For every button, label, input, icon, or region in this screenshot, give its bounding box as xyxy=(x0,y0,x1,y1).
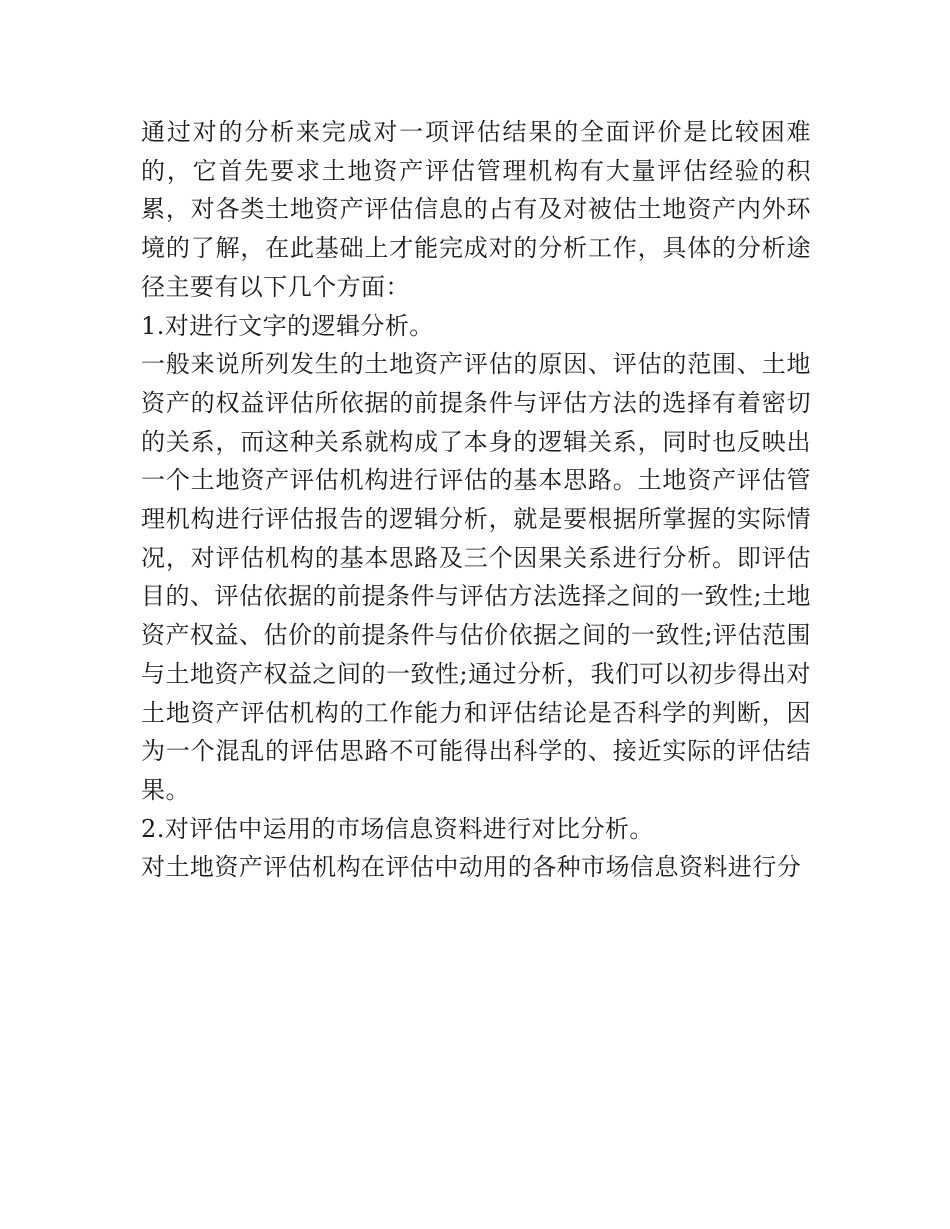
section-1-paragraph: 一般来说所列发生的土地资产评估的原因、评估的范围、土地资产的权益评估所依据的前提条件与评估方法的选择有着密切的关系，而这种关系就构成了本身的逻辑关系，同时也反映出一个土地资产评估机构进行评估的基本思路。土地资产评估管理机构进行评估报告的逻辑分析，就是要根据所掌握的实际情况，对评估机构的基本思路及三个因果关系进行分析。即评估目的、评估依据的前提条件与评估方法选择之间的一致性;土地资产权益、估价的前提条件与估价依据之间的一致性;评估范围与土地资产权益之间的一致性;通过分析，我们可以初步得出对土地资产评估机构的工作能力和评估结论是否科学的判断，因为一个混乱的评估思路不可能得出科学的、接近实际的评估结果。 xyxy=(141,350,811,804)
document-body xyxy=(141,113,811,887)
section-heading-1: 1.对进行文字的逻辑分析。 xyxy=(141,311,434,340)
section-2-paragraph: 对土地资产评估机构在评估中动用的各种市场信息资料进行分 xyxy=(141,853,802,882)
section-heading-2: 2.对评估中运用的市场信息资料进行对比分析。 xyxy=(141,814,654,843)
intro-paragraph: 通过对的分析来完成对一项评估结果的全面评价是比较困难的，它首先要求土地资产评估管理机构有大量评估经验的积累，对各类土地资产评估信息的占有及对被估土地资产内外环境的了解，在此基础上才能完成对的分析工作，具体的分析途径主要有以下几个方面： xyxy=(141,118,811,301)
